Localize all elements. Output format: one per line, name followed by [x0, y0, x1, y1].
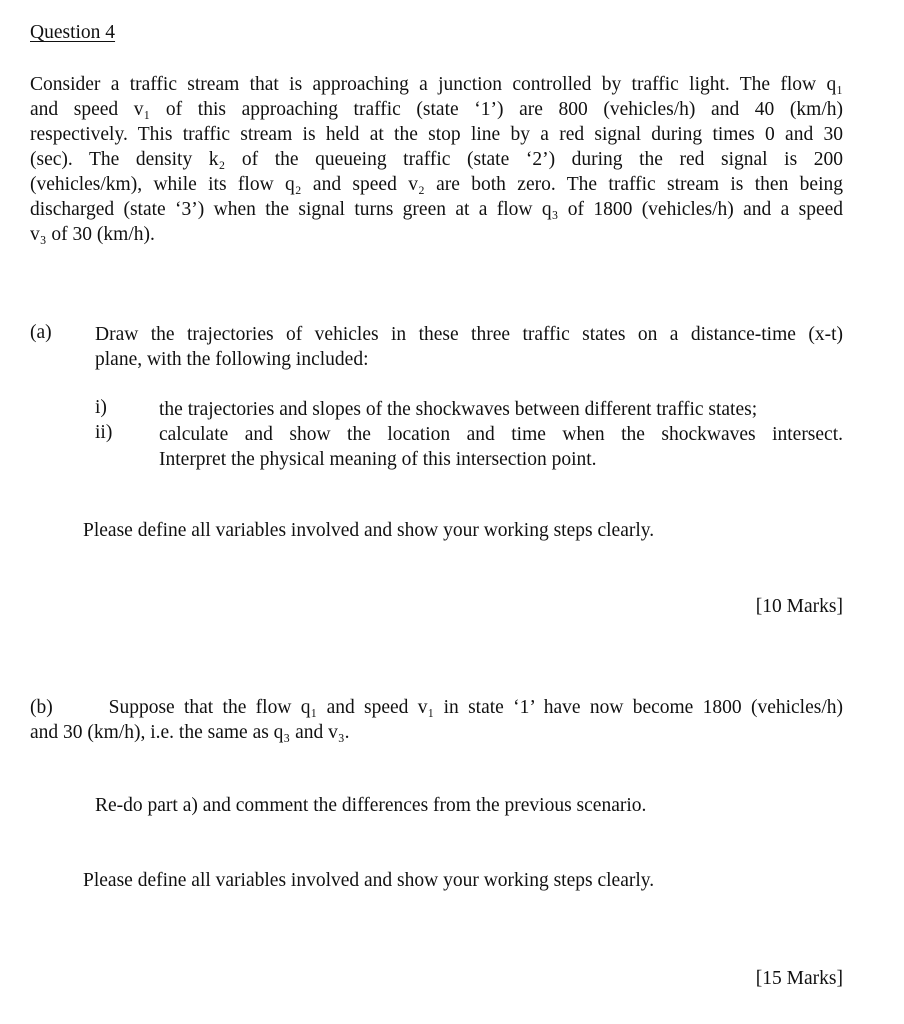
part-b-label: (b): [30, 697, 53, 718]
intro-line: Consider a traffic stream that is approaching a junction controlled by traffic light. The flow q₁: [30, 74, 843, 95]
item-ii-line: calculate and show the location and time when the shockwaves intersect.: [159, 424, 843, 445]
question-title: Question 4: [30, 22, 116, 43]
item-i-line: the trajectories and slopes of the shockwaves between different traffic states;: [159, 399, 758, 420]
intro-line: and speed v₁ of this approaching traffic (state ‘1’) are 800 (vehicles/h) and 40 (km/h): [30, 99, 843, 120]
part-b-instruction: Please define all variables involved and show your working steps clearly.: [83, 870, 655, 891]
question-intro: [30, 72, 843, 247]
part-a-question: [95, 322, 843, 372]
item-number-i: i): [95, 397, 107, 418]
part-b-redo: Re-do part a) and comment the differences from the previous scenario.: [95, 795, 647, 816]
part-b-line-2: and 30 (km/h), i.e. the same as q₃ and v₃.: [30, 722, 350, 743]
part-a-label: (a): [30, 322, 52, 343]
part-a-line: Draw the trajectories of vehicles in these three traffic states on a distance-time (x-t): [95, 324, 843, 345]
intro-line: v₃ of 30 (km/h).: [30, 224, 155, 245]
part-b-question: [30, 695, 843, 745]
part-a-marks: [10 Marks]: [755, 596, 843, 617]
intro-line: discharged (state ‘3’) when the signal turns green at a flow q₃ of 1800 (vehicles/h) and a speed: [30, 199, 843, 220]
part-b-line-1-text: Suppose that the flow q₁ and speed v₁ in state ‘1’ have now become 1800 (vehicles/h): [108, 697, 843, 718]
intro-line: (sec). The density k₂ of the queueing traffic (state ‘2’) during the red signal is 200: [30, 149, 843, 170]
item-i-text: [159, 397, 843, 422]
intro-line: (vehicles/km), while its flow q₂ and speed v₂ are both zero. The traffic stream is then being: [30, 174, 843, 195]
intro-line: respectively. This traffic stream is held at the stop line by a red signal during times 0 and 30: [30, 124, 843, 145]
part-a-instruction: Please define all variables involved and show your working steps clearly.: [83, 520, 655, 541]
part-b-line-1: [30, 695, 843, 720]
item-ii-line: Interpret the physical meaning of this intersection point.: [159, 449, 597, 470]
item-number-ii: ii): [95, 422, 113, 443]
part-b-marks: [15 Marks]: [755, 968, 843, 989]
item-ii-text: [159, 422, 843, 472]
part-a-line: plane, with the following included:: [95, 349, 369, 370]
